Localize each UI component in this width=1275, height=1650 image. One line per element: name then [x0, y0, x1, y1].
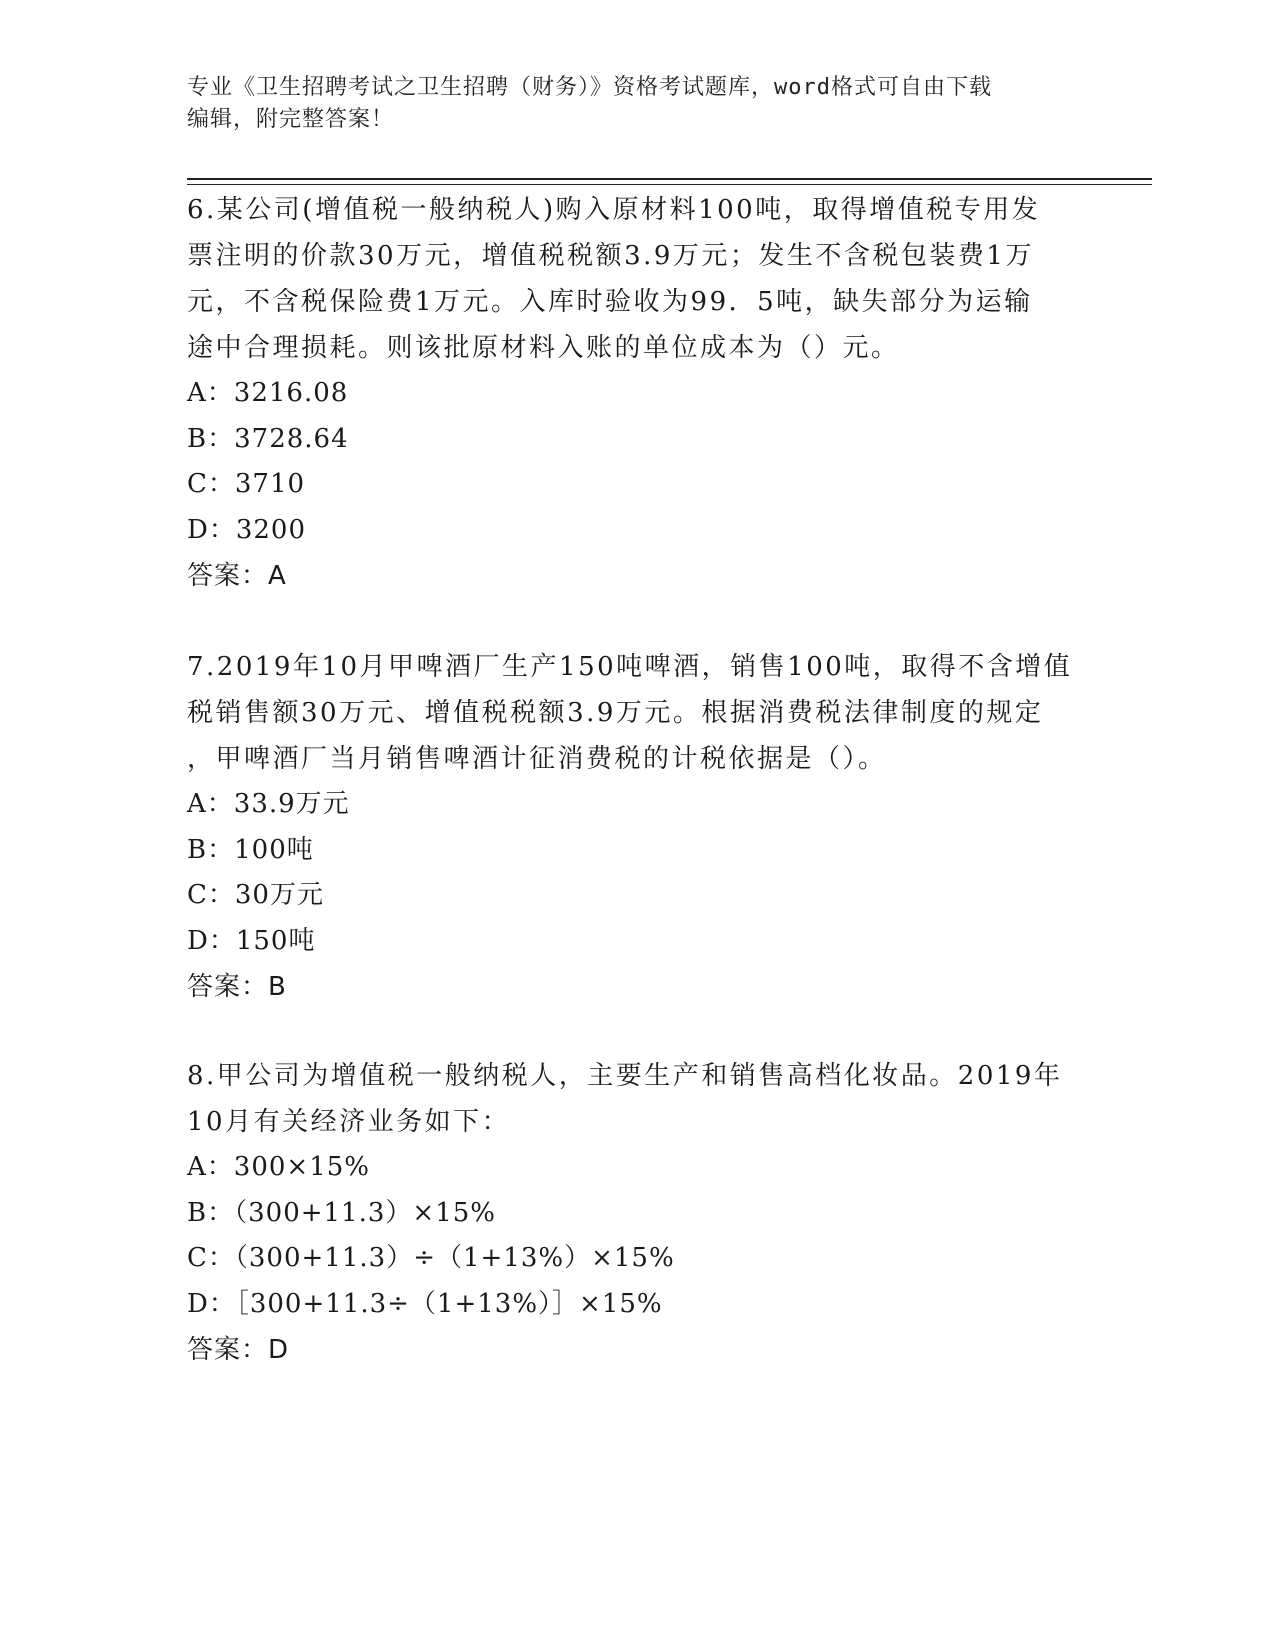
option-d: D：150吨 — [187, 925, 316, 956]
question-stem-line: ，甲啤酒厂当月销售啤酒计征消费税的计税依据是（）。 — [187, 744, 887, 774]
question-stem-line: 元，不含税保险费1万元。入库时验收为99．5吨，缺失部分为运输 — [187, 287, 1033, 317]
answer: 答案：B — [187, 972, 287, 1002]
option-a: A：3216.08 — [187, 378, 349, 408]
question-stem-line: 8.甲公司为增值税一般纳税人，主要生产和销售高档化妆品。2019年 — [187, 1061, 1063, 1091]
question-stem-line: 6.某公司(增值税一般纳税人)购入原材料100吨，取得增值税专用发 — [187, 195, 1041, 225]
answer: 答案：A — [187, 561, 287, 591]
option-b: B：3728.64 — [187, 423, 349, 454]
question-6 — [187, 187, 1087, 599]
header-divider — [187, 184, 1152, 185]
answer: 答案：D — [187, 1335, 290, 1365]
question-8 — [187, 1053, 1087, 1373]
question-7 — [187, 644, 1087, 1010]
option-d: D：3200 — [187, 514, 307, 545]
option-b: B：（300+11.3）×15% — [187, 1197, 496, 1228]
question-stem-line: 10月有关经济业务如下： — [187, 1107, 511, 1137]
option-a: A：300×15% — [187, 1152, 370, 1182]
option-d: D：［300+11.3÷（1+13%）］×15% — [187, 1288, 663, 1319]
question-stem-line: 7.2019年10月甲啤酒厂生产150吨啤酒，销售100吨，取得不含增值 — [187, 652, 1073, 682]
document-header — [187, 72, 1087, 136]
header-line: 专业《卫生招聘考试之卫生招聘（财务）》资格考试题库，word格式可自由下载 — [187, 75, 992, 100]
header-line: 编辑，附完整答案！ — [187, 107, 395, 132]
question-stem-line: 票注明的价款30万元，增值税税额3.9万元；发生不含税包装费1万 — [187, 241, 1034, 271]
question-stem-line: 税销售额30万元、增值税税额3.9万元。根据消费税法律制度的规定 — [187, 698, 1044, 728]
option-b: B：100吨 — [187, 834, 314, 865]
option-a: A：33.9万元 — [187, 789, 350, 819]
header-divider — [187, 178, 1152, 180]
option-c: C：30万元 — [187, 880, 324, 910]
question-stem-line: 途中合理损耗。则该批原材料入账的单位成本为（）元。 — [187, 333, 900, 363]
option-c: C：（300+11.3）÷（1+13%）×15% — [187, 1243, 675, 1273]
option-c: C：3710 — [187, 469, 306, 499]
